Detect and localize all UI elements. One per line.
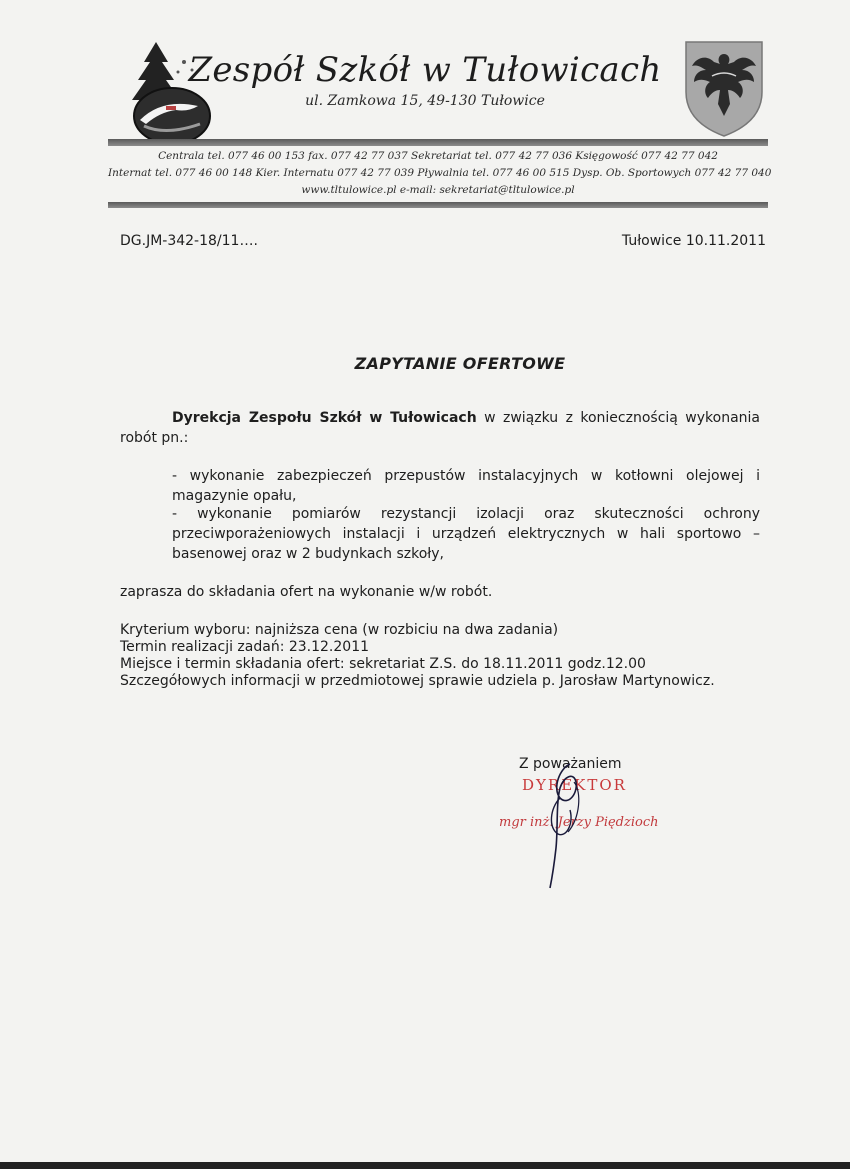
intro-rest: w związku z koniecznością wykonania robót pn.: [120,410,760,446]
reference-number: DG.JM-342-18/11…. [120,233,258,249]
submission-line: Miejsce i termin składania ofert: sekretariat Z.S. do 18.11.2011 godz.12.00 [120,656,646,672]
scan-bottom-edge [0,1162,850,1169]
work-item-1: - wykonanie zabezpieczeń przepustów instalacyjnych w kotłowni olejowej i magazynie opału, [172,468,760,504]
contact-person-line: Szczegółowych informacji w przedmiotowej sprawie udziela p. Jarosław Martynowicz. [120,673,715,689]
header-rule-bottom [108,202,768,208]
letter-title: ZAPYTANIE OFERTOWE [354,354,566,373]
school-name: Zespół Szkół w Tułowicach [188,50,662,90]
contact-line-3: www.tltulowice.pl e-mail: sekretariat@tltulowice.pl [301,184,575,196]
work-item-2: - wykonanie pomiarów rezystancji izolacji oraz skuteczności ochrony przeciwporażeniowych instalacji i urządzeń elektrycznych w hali sportowo – basenowej oraz w 2 budynkach szkoły, [172,506,760,562]
stamp-name: mgr inż. Jerzy Piędzioch [499,815,659,830]
details-block [120,622,715,690]
intro-paragraph [120,408,760,448]
contact-line-2: Internat tel. 077 46 00 148 Kier. Internatu 077 42 77 039 Pływalnia tel. 077 46 00 515 Dysp. Ob. Sportowych 077 42 77 040 [108,167,772,179]
header-rule-top [108,139,768,146]
stamp-title: DYREKTOR [522,776,627,794]
deadline-line: Termin realizacji zadań: 23.12.2011 [120,639,370,655]
letter-date: Tułowice 10.11.2011 [621,233,766,249]
closing-text: Z poważaniem [519,756,622,772]
invitation-text: zaprasza do składania ofert na wykonanie w/w robót. [120,584,493,600]
criterion-line: Kryterium wyboru: najniższa cena (w rozbiciu na dwa zadania) [120,622,559,638]
handwritten-signature [530,758,600,893]
school-address: ul. Zamkowa 15, 49-130 Tułowice [305,93,545,109]
eagle-crest-icon [684,40,764,138]
intro-lead: Dyrekcja Zespołu Szkół w Tułowicach [172,410,477,426]
contact-line-1: Centrala tel. 077 46 00 153 fax. 077 42 77 037 Sekretariat tel. 077 42 77 036 Księgowość 077 42 77 042 [158,150,718,162]
